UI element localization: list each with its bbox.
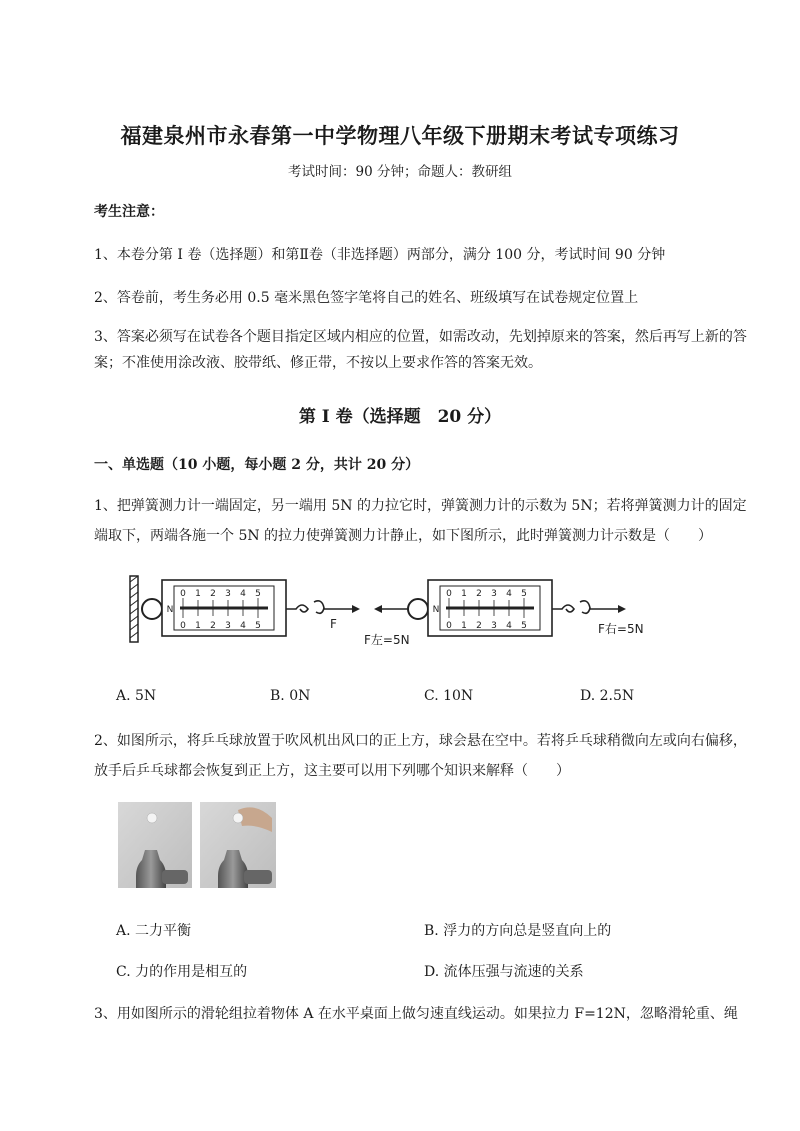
q2-option-d[interactable]: D. 流体压强与流速的关系: [424, 964, 584, 980]
page-subtitle: 考试时间：90 分钟；命题人：教研组: [288, 164, 512, 180]
tick-label: 2: [210, 621, 216, 631]
force-label-right: F右=5N: [598, 622, 644, 636]
spring-scale-figure: [128, 572, 658, 652]
notice-item-1: 1、本卷分第 I 卷（选择题）和第Ⅱ卷（非选择题）两部分，满分 100 分，考试时间 90 分钟: [94, 247, 666, 263]
q2-option-a[interactable]: A. 二力平衡: [116, 923, 192, 939]
tick-label: 3: [225, 621, 231, 631]
spring-scale-right: [374, 580, 626, 636]
unit-label: N: [432, 605, 440, 615]
tick-label: 1: [461, 621, 467, 631]
tick-label: 2: [476, 589, 482, 599]
tick-label: 2: [476, 621, 482, 631]
q2-option-b[interactable]: B. 浮力的方向总是竖直向上的: [424, 923, 612, 939]
spring-scale-left: [142, 580, 360, 636]
tick-label: 3: [491, 621, 497, 631]
tick-label: 1: [461, 589, 467, 599]
question-3-text: 3、用如图所示的滑轮组拉着物体 A 在水平桌面上做匀速直线运动。如果拉力 F=12N，忽略滑轮重、绳: [94, 1006, 738, 1022]
tick-label: 4: [240, 621, 246, 631]
tick-label: 1: [195, 621, 201, 631]
q1-option-d[interactable]: D. 2.5N: [580, 688, 635, 704]
tick-label: 0: [446, 621, 452, 631]
tick-label: 5: [255, 621, 261, 631]
force-label-left: F左=5N: [364, 633, 410, 647]
question-1-text: 1、把弹簧测力计一端固定，另一端用 5N 的力拉它时，弹簧测力计的示数为 5N；若将弹簧测力计的固定端取下，两端各施一个 5N 的拉力使弹簧测力计静止，如下图所示，此时弹簧测力计示数是（ ）: [94, 498, 747, 544]
tick-label: 3: [491, 589, 497, 599]
tick-label: 5: [255, 589, 261, 599]
tick-label: 0: [180, 589, 186, 599]
q1-option-c[interactable]: C. 10N: [424, 688, 474, 704]
notice-item-2: 2、答卷前，考生务必用 0.5 毫米黑色签字笔将自己的姓名、班级填写在试卷规定位置上: [94, 290, 639, 306]
tick-label: 2: [210, 589, 216, 599]
q1-option-b[interactable]: B. 0N: [270, 688, 311, 704]
tick-label: 0: [446, 589, 452, 599]
photo-left: [118, 802, 192, 888]
tick-label: 4: [240, 589, 246, 599]
tick-label: 1: [195, 589, 201, 599]
section-title: 第 I 卷（选择题 20 分）: [298, 407, 502, 427]
force-label-f: F: [330, 617, 337, 631]
part-heading: 一、单选题（10 小题，每小题 2 分，共计 20 分）: [94, 457, 420, 473]
tick-label: 3: [225, 589, 231, 599]
question-2-text: 2、如图所示，将乒乓球放置于吹风机出风口的正上方，球会悬在空中。若将乒乓球稍微向左或向右偏移，放手后乒乓球都会恢复到正上方，这主要可以用下列哪个知识来解释（ ）: [94, 733, 747, 779]
tick-label: 5: [521, 589, 527, 599]
tick-label: 5: [521, 621, 527, 631]
page-title: 福建泉州市永春第一中学物理八年级下册期末考试专项练习: [120, 123, 680, 148]
notice-heading: 考生注意：: [94, 204, 164, 220]
tick-label: 4: [506, 589, 512, 599]
tick-label: 4: [506, 621, 512, 631]
q2-option-c[interactable]: C. 力的作用是相互的: [116, 964, 248, 980]
hairdryer-photo: [118, 802, 276, 888]
notice-item-3: 3、答案必须写在试卷各个题目指定区域内相应的位置，如需改动，先划掉原来的答案，然后再写上新的答案；不准使用涂改液、胶带纸、修正带，不按以上要求作答的答案无效。: [94, 329, 747, 371]
photo-right: [200, 802, 276, 888]
wall-icon: [130, 576, 138, 642]
unit-label: N: [166, 605, 174, 615]
tick-label: 0: [180, 621, 186, 631]
q1-option-a[interactable]: A. 5N: [116, 688, 157, 704]
